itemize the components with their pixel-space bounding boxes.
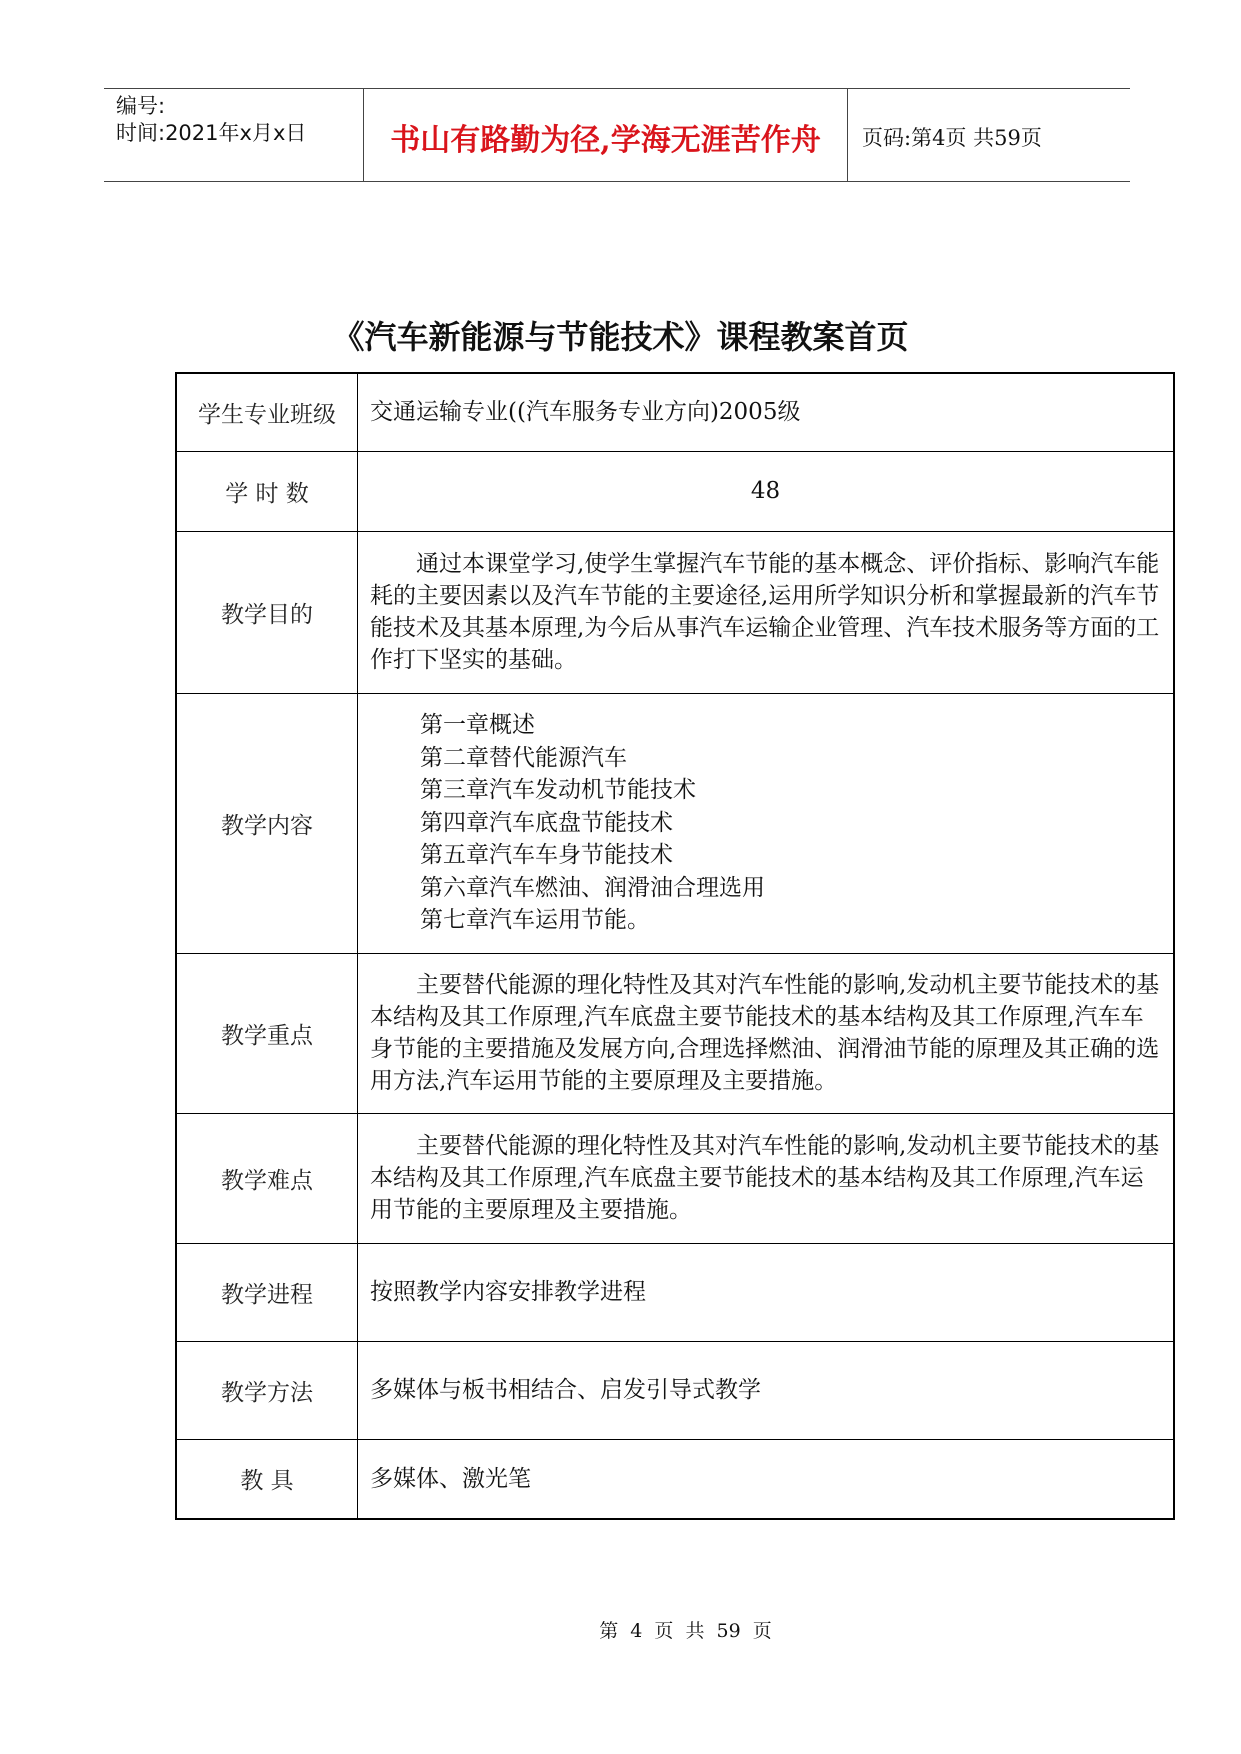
row-value: 多媒体与板书相结合、启发引导式教学 [358,1341,1175,1439]
row-label: 教学方法 [176,1341,358,1439]
row-label: 教学难点 [176,1113,358,1243]
row-label: 教学目的 [176,531,358,693]
list-item: 第一章概述 [420,712,535,739]
row-value: 按照教学内容安排教学进程 [358,1243,1175,1341]
row-value [358,953,1175,1113]
table-row [176,1341,1174,1439]
paragraph: 通过本课堂学习,使学生掌握汽车节能的基本概念、评价指标、影响汽车能耗的主要因素以及汽车节能的主要途径,运用所学知识分析和掌握最新的汽车节能技术及其基本原理,为今后从事汽车运输企业管理、汽车技术服务等方面的工作打下坚实的基础。 [370,551,1160,673]
table-row [176,1113,1174,1243]
list-item: 第二章替代能源汽车 [420,744,627,771]
chapter-list [370,709,1161,937]
row-value: 交通运输专业((汽车服务专业方向)2005级 [358,373,1175,451]
row-value [358,531,1175,693]
list-item: 第七章汽车运用节能。 [420,907,650,934]
row-label: 教学进程 [176,1243,358,1341]
header-left [104,89,364,181]
table-row [176,373,1174,451]
row-label: 学 时 数 [176,451,358,531]
doc-time-label: 时间:2021年x月x日 [116,121,307,145]
list-item: 第四章汽车底盘节能技术 [420,809,673,836]
table-row [176,693,1174,953]
list-item: 第六章汽车燃油、润滑油合理选用 [420,874,765,901]
lesson-plan-table [175,372,1175,1520]
table-row [176,531,1174,693]
row-label: 教学重点 [176,953,358,1113]
row-value: 多媒体、激光笔 [358,1439,1175,1519]
row-value [358,693,1175,953]
row-label: 学生专业班级 [176,373,358,451]
doc-number-label: 编号: [116,94,166,118]
header-motto: 书山有路勤为径,学海无涯苦作舟 [364,89,848,181]
paragraph: 主要替代能源的理化特性及其对汽车性能的影响,发动机主要节能技术的基本结构及其工作原理,汽车底盘主要节能技术的基本结构及其工作原理,汽车车身节能的主要措施及发展方向,合理选择燃油、润滑油节能的原理及其正确的选用方法,汽车运用节能的主要原理及主要措施。 [370,972,1160,1094]
row-value [358,1113,1175,1243]
page-title: 《汽车新能源与节能技术》课程教案首页 [332,318,909,356]
page-header [104,88,1130,182]
row-value: 48 [358,451,1175,531]
list-item: 第五章汽车车身节能技术 [420,842,673,869]
row-label: 教 具 [176,1439,358,1519]
paragraph: 主要替代能源的理化特性及其对汽车性能的影响,发动机主要节能技术的基本结构及其工作原理,汽车底盘主要节能技术的基本结构及其工作原理,汽车运用节能的主要原理及主要措施。 [370,1133,1160,1223]
page-footer: 第 4 页 共 59 页 [599,1620,772,1642]
list-item: 第三章汽车发动机节能技术 [420,777,696,804]
table-row [176,451,1174,531]
table-row [176,953,1174,1113]
table-row [176,1243,1174,1341]
header-page-info: 页码:第4页 共59页 [862,126,1042,150]
table-row [176,1439,1174,1519]
row-label: 教学内容 [176,693,358,953]
